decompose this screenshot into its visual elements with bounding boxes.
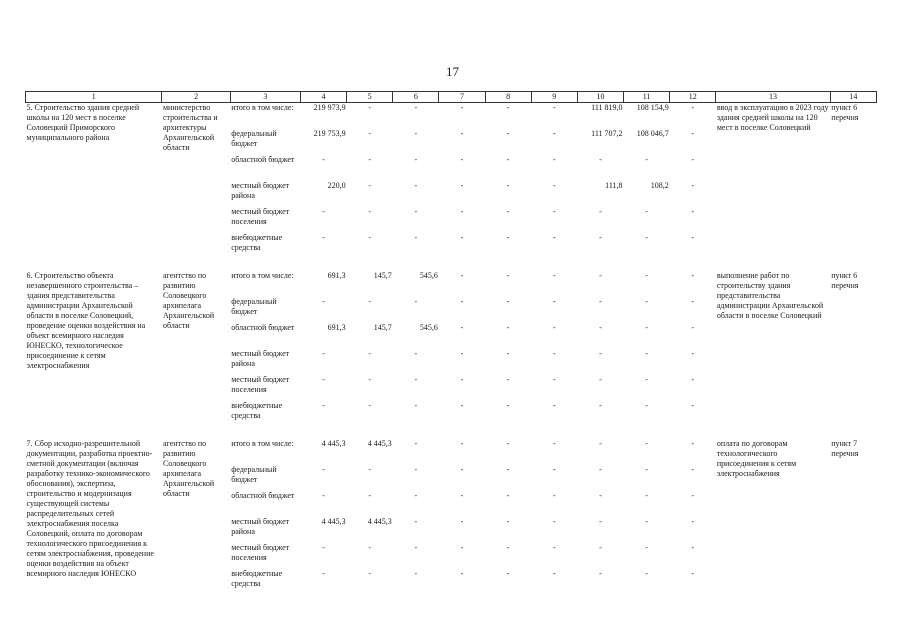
amount-cell: - (645, 374, 648, 384)
column-number: 14 (830, 92, 876, 103)
amount-cell: - (552, 322, 556, 332)
funding-source: внебюджетные средства (231, 400, 283, 420)
column-number: 6 (393, 92, 439, 103)
amount-cell: - (691, 103, 695, 112)
executor: агентство по развитию Соловецкого архипелага Архангельской области (162, 438, 215, 498)
amount-cell: - (691, 180, 695, 190)
amount-cell: - (414, 296, 418, 306)
amount-cell: - (645, 296, 648, 306)
amount-cell: - (691, 542, 695, 552)
funding-source: местный бюджет района (231, 348, 290, 368)
amount-cell: - (691, 154, 695, 164)
amount-cell: 219 753,9 (313, 128, 346, 138)
list-reference: пункт 6 перечня (831, 103, 859, 122)
amount-cell: - (599, 490, 602, 500)
amount-cell: - (506, 438, 510, 448)
amount-cell: - (506, 154, 510, 164)
amount-cell: - (506, 180, 510, 190)
amount-cell: - (645, 516, 648, 526)
amount-cell: 111,8 (605, 180, 623, 190)
amount-cell: - (506, 206, 510, 216)
amount-cell: - (552, 348, 556, 358)
amount-cell: - (368, 180, 371, 190)
amount-cell: - (552, 103, 556, 112)
amount-cell: - (552, 516, 556, 526)
amount-cell: - (460, 103, 464, 112)
amount-cell: - (506, 490, 510, 500)
amount-cell: - (322, 490, 325, 500)
amount-cell: - (460, 154, 464, 164)
amount-cell: - (599, 568, 602, 578)
amount-cell: 111 707,2 (591, 128, 623, 138)
funding-source: итого в том числе: (231, 438, 294, 448)
amount-cell: - (414, 438, 418, 448)
amount-cell: - (599, 516, 602, 526)
amount-cell: - (368, 296, 371, 306)
amount-cell: - (645, 232, 648, 242)
amount-cell: 111 819,0 (591, 103, 623, 112)
measure-name: 5. Строительство здания средней школы на 120 мест в поселке Соловецкий Приморского муниципального района (26, 103, 140, 142)
amount-cell: 691,3 (327, 270, 346, 280)
amount-cell: - (645, 322, 648, 332)
amount-cell: - (414, 464, 418, 474)
amount-cell: - (368, 490, 371, 500)
amount-cell: - (460, 374, 464, 384)
amount-cell: - (552, 206, 556, 216)
funding-source: местный бюджет района (231, 516, 290, 536)
amount-cell: - (645, 490, 648, 500)
amount-cell: - (414, 542, 418, 552)
amount-cell: - (691, 516, 695, 526)
amount-cell: - (691, 232, 695, 242)
amount-cell: - (460, 490, 464, 500)
amount-cell: - (368, 128, 371, 138)
column-number: 12 (670, 92, 716, 103)
amount-cell: - (368, 103, 371, 112)
funding-source: местный бюджет поселения (231, 374, 290, 394)
amount-cell: - (599, 296, 602, 306)
amount-cell: - (599, 464, 602, 474)
column-number: 9 (531, 92, 577, 103)
amount-cell: - (506, 542, 510, 552)
spacer-cell (26, 259, 877, 271)
funding-source: местный бюджет района (231, 180, 290, 200)
amount-cell: - (368, 464, 371, 474)
amount-cell: - (368, 542, 371, 552)
amount-cell: - (460, 232, 464, 242)
amount-cell: - (599, 400, 602, 410)
amount-cell: - (552, 296, 556, 306)
amount-cell: - (506, 516, 510, 526)
amount-cell: - (552, 542, 556, 552)
amount-cell: - (460, 400, 464, 410)
funding-source: федеральный бюджет (231, 296, 277, 316)
funding-source: областной бюджет (231, 322, 295, 332)
amount-cell: - (368, 154, 371, 164)
measure-name: 6. Строительство объекта незавершенного строительства – здания представительства администрации Архангельской области в поселке Соловецкий, проведение оценки воздействия на объект всемирного наследия ЮНЕСКО, технологическое присоединение к сетям электроснабжения (26, 270, 146, 370)
amount-cell: - (322, 542, 325, 552)
amount-cell: - (460, 180, 464, 190)
amount-cell: - (414, 103, 418, 112)
funding-row (26, 103, 877, 129)
amount-cell: - (414, 206, 418, 216)
amount-cell: - (691, 270, 695, 280)
amount-cell: - (460, 206, 464, 216)
amount-cell: - (414, 180, 418, 190)
column-number: 5 (347, 92, 393, 103)
amount-cell: - (645, 400, 648, 410)
amount-cell: - (691, 374, 695, 384)
amount-cell: - (645, 154, 648, 164)
amount-cell: - (368, 348, 371, 358)
amount-cell: - (552, 464, 556, 474)
amount-cell: - (599, 542, 602, 552)
amount-cell: - (460, 128, 464, 138)
column-number: 10 (577, 92, 623, 103)
amount-cell: - (322, 296, 325, 306)
amount-cell: - (460, 296, 464, 306)
column-number: 1 (26, 92, 162, 103)
amount-cell: - (414, 400, 418, 410)
amount-cell: - (645, 206, 648, 216)
funding-source: внебюджетные средства (231, 232, 283, 252)
amount-cell: 4 445,3 (367, 438, 392, 448)
amount-cell: - (506, 296, 510, 306)
amount-cell: 4 445,3 (321, 438, 346, 448)
column-number: 3 (230, 92, 300, 103)
amount-cell: - (322, 232, 325, 242)
amount-cell: 4 445,3 (321, 516, 346, 526)
amount-cell: - (322, 374, 325, 384)
amount-cell: - (322, 568, 325, 578)
column-number-row (26, 92, 877, 103)
column-number: 13 (716, 92, 830, 103)
amount-cell: - (460, 568, 464, 578)
amount-cell: 145,7 (373, 270, 392, 280)
amount-cell: - (368, 232, 371, 242)
amount-cell: - (645, 464, 648, 474)
amount-cell: - (599, 374, 602, 384)
funding-row (26, 271, 877, 297)
amount-cell: - (691, 568, 695, 578)
amount-cell: - (322, 348, 325, 358)
amount-cell: - (506, 400, 510, 410)
funding-source: итого в том числе: (231, 103, 294, 112)
amount-cell: - (414, 154, 418, 164)
amount-cell: - (460, 348, 464, 358)
amount-cell: - (691, 206, 695, 216)
amount-cell: - (599, 206, 602, 216)
amount-cell: - (414, 128, 418, 138)
amount-cell: - (368, 568, 371, 578)
amount-cell: 108 154,9 (636, 103, 669, 112)
amount-cell: - (691, 400, 695, 410)
expected-result: выполнение работ по строительству здания представительства администрации Архангельской области в поселке Соловецкий (716, 270, 824, 320)
amount-cell: - (599, 232, 602, 242)
amount-cell: - (460, 516, 464, 526)
amount-cell: - (460, 438, 464, 448)
amount-cell: - (506, 103, 510, 112)
column-number: 7 (439, 92, 485, 103)
amount-cell: - (414, 568, 418, 578)
spacer-row (26, 427, 877, 439)
funding-source: местный бюджет поселения (231, 542, 290, 562)
amount-cell: - (460, 322, 464, 332)
amount-cell: - (691, 438, 695, 448)
amount-cell: - (414, 516, 418, 526)
amount-cell: 108 046,7 (636, 128, 669, 138)
amount-cell: 220,0 (327, 180, 346, 190)
amount-cell: 545,6 (419, 270, 438, 280)
amount-cell: - (552, 490, 556, 500)
amount-cell: - (368, 206, 371, 216)
amount-cell: 145,7 (373, 322, 392, 332)
amount-cell: - (414, 374, 418, 384)
amount-cell: - (645, 270, 648, 280)
funding-source: федеральный бюджет (231, 128, 277, 148)
amount-cell: - (414, 232, 418, 242)
amount-cell: - (599, 322, 602, 332)
amount-cell: - (322, 154, 325, 164)
list-reference: пункт 6 перечня (831, 270, 859, 290)
amount-cell: - (552, 374, 556, 384)
amount-cell: - (368, 400, 371, 410)
amount-cell: - (506, 464, 510, 474)
amount-cell: - (599, 270, 602, 280)
amount-cell: - (506, 232, 510, 242)
amount-cell: 108,2 (650, 180, 669, 190)
amount-cell: - (645, 348, 648, 358)
expected-result: ввод в эксплуатацию в 2023 году здания средней школы на 120 мест в поселке Соловецкий (716, 103, 829, 132)
amount-cell: - (599, 438, 602, 448)
amount-cell: - (691, 128, 695, 138)
column-number: 8 (485, 92, 531, 103)
amount-cell: - (552, 270, 556, 280)
amount-cell: - (368, 374, 371, 384)
amount-cell: 545,6 (419, 322, 438, 332)
funding-source: областной бюджет (231, 490, 295, 500)
amount-cell: - (552, 232, 556, 242)
funding-source: местный бюджет поселения (231, 206, 290, 226)
funding-source: внебюджетные средства (231, 568, 283, 588)
amount-cell: - (645, 542, 648, 552)
amount-cell: - (691, 490, 695, 500)
amount-cell: - (506, 322, 510, 332)
column-number: 4 (300, 92, 346, 103)
amount-cell: - (506, 128, 510, 138)
amount-cell: - (599, 154, 602, 164)
amount-cell: - (506, 374, 510, 384)
funding-source: областной бюджет (231, 154, 295, 164)
amount-cell: - (552, 180, 556, 190)
measure-name: 7. Сбор исходно-разрешительной документации, разработка проектно-сметной документации (включая разработку технико-экономического обоснования), экспертиза, строительство и модернизация существующей системы распределительных сетей электроснабжения поселка Соловецкий, оплата по договорам технологического присоединения к сетям электроснабжения, проведение оценки воздействия на объект всемирного наследия ЮНЕСКО (26, 438, 154, 578)
amount-cell: - (691, 296, 695, 306)
funding-source: итого в том числе: (231, 270, 294, 280)
amount-cell: - (506, 568, 510, 578)
amount-cell: - (552, 154, 556, 164)
amount-cell: - (691, 348, 695, 358)
amount-cell: 4 445,3 (367, 516, 392, 526)
program-table (25, 91, 877, 595)
executor: министерство строительства и архитектуры Архангельской области (162, 103, 218, 152)
amount-cell: - (414, 490, 418, 500)
funding-source: федеральный бюджет (231, 464, 277, 484)
amount-cell: - (552, 438, 556, 448)
amount-cell: - (460, 542, 464, 552)
amount-cell: - (460, 464, 464, 474)
amount-cell: - (552, 128, 556, 138)
amount-cell: - (645, 438, 648, 448)
amount-cell: - (552, 400, 556, 410)
amount-cell: - (460, 270, 464, 280)
funding-row (26, 439, 877, 465)
spacer-cell (26, 427, 877, 439)
amount-cell: 691,3 (327, 322, 346, 332)
amount-cell: - (599, 348, 602, 358)
amount-cell: - (691, 464, 695, 474)
amount-cell: - (414, 348, 418, 358)
amount-cell: 219 973,9 (313, 103, 346, 112)
amount-cell: - (322, 400, 325, 410)
executor: агентство по развитию Соловецкого архипелага Архангельской области (162, 270, 215, 330)
amount-cell: - (322, 206, 325, 216)
amount-cell: - (691, 322, 695, 332)
column-number: 11 (624, 92, 670, 103)
list-reference: пункт 7 перечня (831, 438, 859, 458)
amount-cell: - (552, 568, 556, 578)
expected-result: оплата по договорам технологического присоединения к сетям электроснабжения (716, 438, 797, 478)
amount-cell: - (506, 270, 510, 280)
amount-cell: - (506, 348, 510, 358)
page-number: 17 (446, 64, 459, 79)
spacer-row (26, 259, 877, 271)
amount-cell: - (645, 568, 648, 578)
column-number: 2 (162, 92, 230, 103)
amount-cell: - (322, 464, 325, 474)
